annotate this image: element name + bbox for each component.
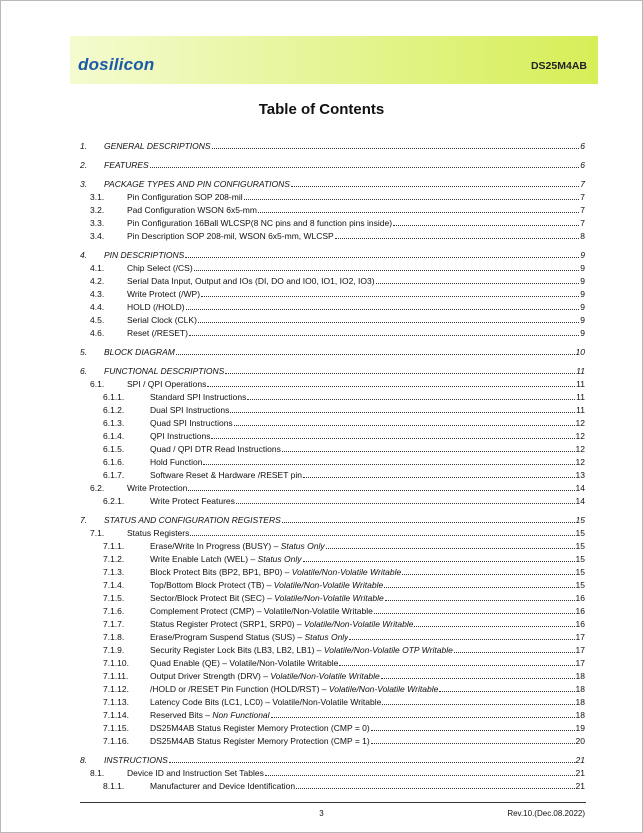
toc-entry[interactable] — [90, 527, 585, 540]
toc-leader-dots — [291, 186, 579, 187]
toc-entry-number: 7.1.6. — [103, 606, 125, 616]
toc-entry[interactable] — [103, 592, 585, 605]
toc-entry[interactable] — [80, 754, 585, 767]
toc-entry[interactable] — [103, 469, 585, 482]
toc-entry-page: 18 — [575, 697, 585, 707]
toc-leader-dots — [374, 613, 575, 614]
footer-divider — [80, 802, 586, 803]
toc-entry-title-emphasis: Status Only — [304, 632, 349, 642]
toc-entry[interactable] — [80, 159, 585, 172]
toc-entry-title-text: Device ID and Instruction Set Tables — [127, 768, 264, 778]
toc-entry-title — [104, 365, 224, 378]
toc-entry[interactable] — [103, 553, 585, 566]
toc-entry-title-emphasis: Volatile/Non-Volatile Writable — [270, 671, 380, 681]
toc-entry[interactable] — [80, 178, 585, 191]
toc-entry[interactable] — [103, 456, 585, 469]
toc-entry-title — [127, 378, 206, 391]
toc-entry-page: 12 — [575, 444, 585, 454]
toc-entry[interactable] — [90, 191, 585, 204]
toc-entry-title-text: Write Protect (/WP) — [127, 289, 201, 299]
toc-entry-number: 6.1.2. — [103, 405, 125, 415]
toc-leader-dots — [303, 477, 575, 478]
toc-entry-title — [150, 631, 348, 644]
toc-entry-number: 4.6. — [90, 328, 105, 338]
toc-entry-title — [127, 204, 257, 217]
toc-entry-title — [150, 683, 438, 696]
toc-entry-number: 2. — [80, 160, 88, 170]
toc-entry[interactable] — [80, 140, 585, 153]
toc-entry-title — [150, 391, 246, 404]
toc-entry-title — [127, 327, 188, 340]
toc-entry-page: 21 — [575, 781, 585, 791]
toc-entry-number: 7.1.15. — [103, 723, 129, 733]
toc-entry-number: 8.1. — [90, 768, 105, 778]
toc-entry-title-text: GENERAL DESCRIPTIONS — [104, 141, 211, 151]
toc-entry-title — [127, 288, 200, 301]
toc-entry-title-text: Pad Configuration WSON 6x5-mm — [127, 205, 257, 215]
toc-entry-page: 18 — [575, 684, 585, 694]
toc-entry-title-emphasis: Volatile/Non-Volatile Writable — [273, 580, 384, 590]
toc-entry-title — [127, 314, 197, 327]
toc-entry-title — [150, 456, 202, 469]
toc-entry-page: 7 — [580, 179, 585, 189]
toc-entry-page: 6 — [580, 160, 585, 170]
toc-leader-dots — [190, 535, 574, 536]
toc-entry-title-text: Serial Data Input, Output and IOs (DI, DO and IO0, IO1, IO2, IO3) — [127, 276, 375, 286]
toc-entry-title-emphasis: Volatile/Non-Volatile Writable — [274, 593, 384, 603]
toc-entry[interactable] — [90, 767, 585, 780]
toc-entry[interactable] — [103, 579, 585, 592]
toc-leader-dots — [201, 296, 579, 297]
footer-page-number: 3 — [319, 809, 324, 818]
toc-entry-title-emphasis: Status Only — [280, 541, 325, 551]
toc-entry[interactable] — [103, 417, 585, 430]
toc-entry-title — [127, 262, 193, 275]
toc-leader-dots — [376, 283, 580, 284]
toc-entry[interactable] — [103, 722, 585, 735]
toc-entry-page: 12 — [575, 457, 585, 467]
toc-entry-number: 3.1. — [90, 192, 105, 202]
toc-entry-title — [104, 514, 281, 527]
toc-entry-page: 17 — [575, 658, 585, 668]
toc-entry-title-text: FEATURES — [104, 160, 149, 170]
toc-entry-number: 7.1.3. — [103, 567, 125, 577]
toc-entry-title-emphasis: Volatile/Non-Volatile Writable — [291, 567, 402, 577]
toc-entry-number: 4.1. — [90, 263, 105, 273]
toc-entry-page: 19 — [575, 723, 585, 733]
toc-entry-title — [150, 670, 380, 683]
toc-entry-page: 13 — [575, 470, 585, 480]
toc-entry-title — [104, 249, 184, 262]
toc-entry-title — [127, 275, 375, 288]
toc-entry-title-text: QPI Instructions — [150, 431, 211, 441]
toc-entry-number: 6.1.3. — [103, 418, 125, 428]
toc-entry[interactable] — [103, 709, 585, 722]
toc-entry-title — [127, 767, 264, 780]
toc-leader-dots — [176, 354, 575, 355]
toc-entry[interactable] — [90, 301, 585, 314]
toc-entry-number: 3. — [80, 179, 88, 189]
toc-entry-title-text: Latency Code Bits (LC1, LC0) – Volatile/Non-Volatile Writable — [150, 697, 382, 707]
toc-entry-title — [150, 540, 325, 553]
toc-entry-title-text: Erase/Program Suspend Status (SUS) – — [150, 632, 305, 642]
toc-entry[interactable] — [90, 482, 585, 495]
toc-entry-title-text: Erase/Write In Progress (BUSY) – — [150, 541, 281, 551]
toc-entry-page: 16 — [575, 619, 585, 629]
toc-entry-title-text: PACKAGE TYPES AND PIN CONFIGURATIONS — [104, 179, 290, 189]
toc-entry-page: 12 — [575, 418, 585, 428]
toc-entry-title-text: Pin Configuration SOP 208-mil — [127, 192, 243, 202]
toc-entry[interactable] — [90, 327, 585, 340]
toc-entry[interactable] — [90, 275, 585, 288]
toc-entry-title — [104, 754, 168, 767]
toc-entry[interactable] — [90, 230, 585, 243]
toc-entry-number: 8.1.1. — [103, 781, 125, 791]
toc-entry-page: 11 — [576, 379, 585, 389]
toc-entry-title-text: Quad / QPI DTR Read Instructions — [150, 444, 281, 454]
toc-leader-dots — [188, 490, 574, 491]
toc-entry-title — [150, 443, 281, 456]
toc-entry[interactable] — [103, 670, 585, 683]
toc-leader-dots — [234, 425, 575, 426]
toc-entry-title — [150, 430, 210, 443]
toc-leader-dots — [454, 652, 575, 653]
toc-leader-dots — [439, 691, 574, 692]
toc-entry[interactable] — [103, 644, 585, 657]
toc-entry[interactable] — [103, 735, 585, 748]
toc-entry-page: 7 — [580, 218, 585, 228]
toc-entry-title-text: DS25M4AB Status Register Memory Protection (CMP = 1) — [150, 736, 370, 746]
toc-entry-title — [150, 780, 295, 793]
toc-entry-number: 7. — [80, 515, 88, 525]
toc-leader-dots — [385, 600, 575, 601]
toc-entry-number: 6.1.7. — [103, 470, 125, 480]
toc-entry-title-text: Pin Configuration 16Ball WLCSP(8 NC pins and 8 function pins inside) — [127, 218, 393, 228]
toc-entry-page: 11 — [576, 366, 585, 376]
toc-entry-title-text: Manufacturer and Device Identification — [150, 781, 296, 791]
toc-entry[interactable] — [90, 217, 585, 230]
toc-entry-page: 16 — [575, 606, 585, 616]
toc-leader-dots — [244, 199, 580, 200]
toc-entry[interactable] — [90, 204, 585, 217]
toc-entry-title-text: Block Protect Bits (BP2, BP1, BP0) – — [150, 567, 292, 577]
toc-entry-page: 11 — [576, 392, 585, 402]
toc-entry-title — [127, 217, 392, 230]
toc-entry-number: 7.1.4. — [103, 580, 125, 590]
toc-entry-title-text: Write Protect Features — [150, 496, 235, 506]
toc-leader-dots — [247, 399, 575, 400]
toc-entry-number: 7.1.9. — [103, 645, 125, 655]
toc-entry-number: 4. — [80, 250, 88, 260]
toc-entry-title-emphasis: Status Only — [257, 554, 302, 564]
toc-entry-title-text: Output Driver Strength (DRV) – — [150, 671, 271, 681]
toc-entry-title-text: Pin Description SOP 208-mil, WSON 6x5-mm, WLCSP — [127, 231, 334, 241]
toc-entry-page: 20 — [575, 736, 585, 746]
toc-entry-title — [104, 159, 149, 172]
toc-entry-number: 4.2. — [90, 276, 105, 286]
toc-entry-number: 7.1.11. — [103, 671, 129, 681]
toc-entry-number: 7.1. — [90, 528, 105, 538]
toc-entry-title-text: BLOCK DIAGRAM — [104, 347, 175, 357]
toc-leader-dots — [393, 225, 579, 226]
toc-entry[interactable] — [80, 249, 585, 262]
toc-entry-page: 15 — [575, 515, 585, 525]
toc-entry-title-text: Write Enable Latch (WEL) – — [150, 554, 258, 564]
toc-entry-number: 6. — [80, 366, 88, 376]
toc-entry-title — [150, 618, 413, 631]
toc-entry-title-text: Security Register Lock Bits (LB3, LB2, LB1) – — [150, 645, 324, 655]
toc-entry[interactable] — [103, 631, 585, 644]
toc-entry[interactable] — [103, 696, 585, 709]
toc-entry-number: 6.1. — [90, 379, 105, 389]
toc-entry-page: 9 — [580, 276, 585, 286]
toc-entry-page: 9 — [580, 328, 585, 338]
toc-entry[interactable] — [103, 404, 585, 417]
toc-leader-dots — [194, 270, 580, 271]
toc-entry-number: 8. — [80, 755, 88, 765]
toc-leader-dots — [265, 775, 575, 776]
toc-leader-dots — [384, 587, 574, 588]
toc-leader-dots — [402, 574, 574, 575]
toc-entry-number: 7.1.7. — [103, 619, 125, 629]
toc-entry-page: 18 — [575, 710, 585, 720]
toc-entry-title-text: Quad Enable (QE) – Volatile/Non-Volatile Writable — [150, 658, 339, 668]
toc-entry-page: 14 — [575, 483, 585, 493]
toc-entry-title-emphasis: Volatile/Non-Volatile Writable — [328, 684, 439, 694]
toc-entry-title — [150, 592, 384, 605]
toc-leader-dots — [335, 238, 580, 239]
toc-leader-dots — [303, 561, 575, 562]
toc-entry-title-text: Serial Clock (CLK) — [127, 315, 197, 325]
toc-leader-dots — [349, 639, 574, 640]
toc-entry-number: 3.3. — [90, 218, 105, 228]
toc-entry[interactable] — [80, 514, 585, 527]
toc-entry-page: 7 — [580, 205, 585, 215]
toc-entry-number: 7.1.8. — [103, 632, 125, 642]
toc-entry-number: 7.1.1. — [103, 541, 125, 551]
toc-entry-number: 6.1.1. — [103, 392, 125, 402]
toc-leader-dots — [271, 717, 575, 718]
toc-entry-page: 7 — [580, 192, 585, 202]
toc-entry-page: 18 — [575, 671, 585, 681]
toc-leader-dots — [282, 522, 575, 523]
toc-entry-title — [150, 722, 370, 735]
toc-leader-dots — [212, 148, 580, 149]
toc-leader-dots — [236, 503, 575, 504]
toc-leader-dots — [189, 335, 579, 336]
toc-entry-title-text: Software Reset & Hardware /RESET pin — [150, 470, 302, 480]
toc-leader-dots — [150, 167, 580, 168]
toc-entry-title-text: DS25M4AB Status Register Memory Protection (CMP = 0) — [150, 723, 370, 733]
toc-leader-dots — [169, 762, 575, 763]
toc-entry-title — [127, 230, 334, 243]
toc-entry-title-text: Standard SPI Instructions — [150, 392, 247, 402]
footer-revision: Rev.10.(Dec.08.2022) — [507, 809, 585, 818]
toc-entry-title — [150, 495, 235, 508]
toc-leader-dots — [211, 438, 574, 439]
toc-entry-title — [150, 566, 401, 579]
toc-entry-title-text: STATUS AND CONFIGURATION REGISTERS — [104, 515, 281, 525]
toc-entry-title-text: /HOLD or /RESET Pin Function (HOLD/RST) – — [150, 684, 329, 694]
toc-entry-title-text: Quad SPI Instructions — [150, 418, 233, 428]
toc-entry-title-emphasis: Volatile/Non-Volatile Writable — [304, 619, 414, 629]
toc-entry-title-text: Top/Bottom Block Protect (TB) – — [150, 580, 274, 590]
toc-leader-dots — [339, 665, 574, 666]
toc-leader-dots — [371, 743, 575, 744]
toc-entry[interactable] — [90, 378, 585, 391]
toc-entry-page: 9 — [580, 250, 585, 260]
toc-entry-title-text: Chip Select (/CS) — [127, 263, 193, 273]
toc-entry-page: 17 — [575, 632, 585, 642]
toc-leader-dots — [207, 386, 575, 387]
toc-entry-page: 6 — [580, 141, 585, 151]
toc-entry-title-text: PIN DESCRIPTIONS — [104, 250, 185, 260]
toc-entry-number: 6.2.1. — [103, 496, 125, 506]
toc-entry-page: 15 — [575, 541, 585, 551]
toc-entry-number: 4.5. — [90, 315, 105, 325]
toc-entry-number: 3.4. — [90, 231, 105, 241]
toc-entry[interactable] — [90, 314, 585, 327]
toc-entry-number: 7.1.13. — [103, 697, 129, 707]
toc-leader-dots — [414, 626, 574, 627]
toc-entry-title-text: Complement Protect (CMP) – Volatile/Non-Volatile Writable — [150, 606, 373, 616]
toc-entry-title — [150, 417, 233, 430]
toc-entry-title-text: Sector/Block Protect Bit (SEC) – — [150, 593, 275, 603]
toc-leader-dots — [185, 257, 579, 258]
toc-entry-page: 9 — [580, 302, 585, 312]
toc-entry-number: 7.1.2. — [103, 554, 125, 564]
toc-leader-dots — [198, 322, 579, 323]
toc-entry-page: 17 — [575, 645, 585, 655]
toc-entry-number: 6.1.6. — [103, 457, 125, 467]
toc-leader-dots — [371, 730, 575, 731]
toc-entry[interactable] — [80, 346, 585, 359]
toc-entry-title-text: Reset (/RESET) — [127, 328, 188, 338]
toc-entry[interactable] — [103, 605, 585, 618]
toc-entry-page: 12 — [575, 431, 585, 441]
toc-entry-title — [104, 346, 175, 359]
toc-leader-dots — [258, 212, 579, 213]
toc-leader-dots — [282, 451, 575, 452]
toc-entry-page: 21 — [575, 755, 585, 765]
toc-leader-dots — [326, 548, 575, 549]
toc-entry-title-text: SPI / QPI Operations — [127, 379, 207, 389]
toc-entry[interactable] — [103, 495, 585, 508]
toc-entry-number: 5. — [80, 347, 88, 357]
toc-entry-page: 15 — [575, 567, 585, 577]
toc-entry-page: 10 — [575, 347, 585, 357]
toc-leader-dots — [186, 309, 580, 310]
toc-entry-title-text: Reserved Bits – — [150, 710, 213, 720]
toc-entry-page: 8 — [580, 231, 585, 241]
toc-entry-title — [104, 178, 290, 191]
toc-entry[interactable] — [103, 566, 585, 579]
toc-entry[interactable] — [80, 365, 585, 378]
toc-entry[interactable] — [103, 657, 585, 670]
toc-entry-number: 6.2. — [90, 483, 105, 493]
toc-entry-number: 3.2. — [90, 205, 105, 215]
toc-entry-page: 14 — [575, 496, 585, 506]
toc-entry-title — [127, 482, 187, 495]
toc-entry-page: 9 — [580, 289, 585, 299]
toc-entry-number: 4.4. — [90, 302, 105, 312]
toc-entry-page: 9 — [580, 263, 585, 273]
toc-entry-number: 7.1.5. — [103, 593, 125, 603]
toc-entry-number: 1. — [80, 141, 88, 151]
toc-entry-title-text: Dual SPI Instructions — [150, 405, 230, 415]
toc-entry-title — [127, 527, 189, 540]
toc-entry-page: 15 — [575, 554, 585, 564]
toc-entry-title-text: Write Protection — [127, 483, 188, 493]
toc-entry-title — [150, 735, 370, 748]
toc-entry-title-emphasis: Volatile/Non-Volatile OTP Writable — [323, 645, 453, 655]
toc-entry[interactable] — [103, 443, 585, 456]
toc-entry[interactable] — [90, 262, 585, 275]
toc-entry-number: 7.1.12. — [103, 684, 129, 694]
toc-entry[interactable] — [103, 540, 585, 553]
toc-entry[interactable] — [103, 391, 585, 404]
toc-entry-title-text: Status Registers — [127, 528, 190, 538]
toc-entry-page: 15 — [575, 528, 585, 538]
toc-entry-page: 9 — [580, 315, 585, 325]
toc-entry-page: 16 — [575, 593, 585, 603]
toc-leader-dots — [296, 788, 574, 789]
toc-entry-title — [150, 404, 229, 417]
toc-entry[interactable] — [103, 780, 585, 793]
toc-entry-number: 7.1.16. — [103, 736, 129, 746]
toc-entry-title — [150, 696, 381, 709]
toc-leader-dots — [203, 464, 574, 465]
toc-entry-page: 21 — [575, 768, 585, 778]
toc-leader-dots — [381, 678, 575, 679]
toc-entry-number: 6.1.4. — [103, 431, 125, 441]
toc-entry-title-text: Hold Function — [150, 457, 203, 467]
toc-entry-page: 15 — [575, 580, 585, 590]
toc-entry[interactable] — [103, 683, 585, 696]
toc-entry-page: 11 — [576, 405, 585, 415]
toc-entry-title — [104, 140, 211, 153]
company-logo: dosilicon — [78, 55, 155, 74]
toc-entry-title — [127, 191, 243, 204]
toc-leader-dots — [225, 373, 575, 374]
toc-entry[interactable] — [103, 618, 585, 631]
toc-entry[interactable] — [103, 430, 585, 443]
toc-entry-title — [150, 579, 383, 592]
toc-entry-title — [127, 301, 185, 314]
toc-entry-number: 7.1.14. — [103, 710, 129, 720]
toc-entry-title-emphasis: Non Functional — [212, 710, 270, 720]
toc-entry-title-text: HOLD (/HOLD) — [127, 302, 185, 312]
toc-entry-number: 6.1.5. — [103, 444, 125, 454]
toc-entry-title-text: Status Register Protect (SRP1, SRP0) – — [150, 619, 305, 629]
toc-entry-title-text: FUNCTIONAL DESCRIPTIONS — [104, 366, 225, 376]
toc-entry-title — [150, 709, 270, 722]
toc-entry[interactable] — [90, 288, 585, 301]
document-id: DS25M4AB — [530, 60, 587, 72]
toc-entry-title — [150, 657, 338, 670]
toc-entry-number: 7.1.10. — [103, 658, 129, 668]
toc-entry-title-text: INSTRUCTIONS — [104, 755, 168, 765]
toc-entry-title — [150, 644, 453, 657]
toc-entry-title — [150, 605, 373, 618]
toc-leader-dots — [230, 412, 575, 413]
toc-entry-number: 4.3. — [90, 289, 105, 299]
toc-entry-title — [150, 469, 302, 482]
page-title: Table of Contents — [258, 101, 385, 118]
toc-entry-title — [150, 553, 302, 566]
toc-leader-dots — [382, 704, 574, 705]
